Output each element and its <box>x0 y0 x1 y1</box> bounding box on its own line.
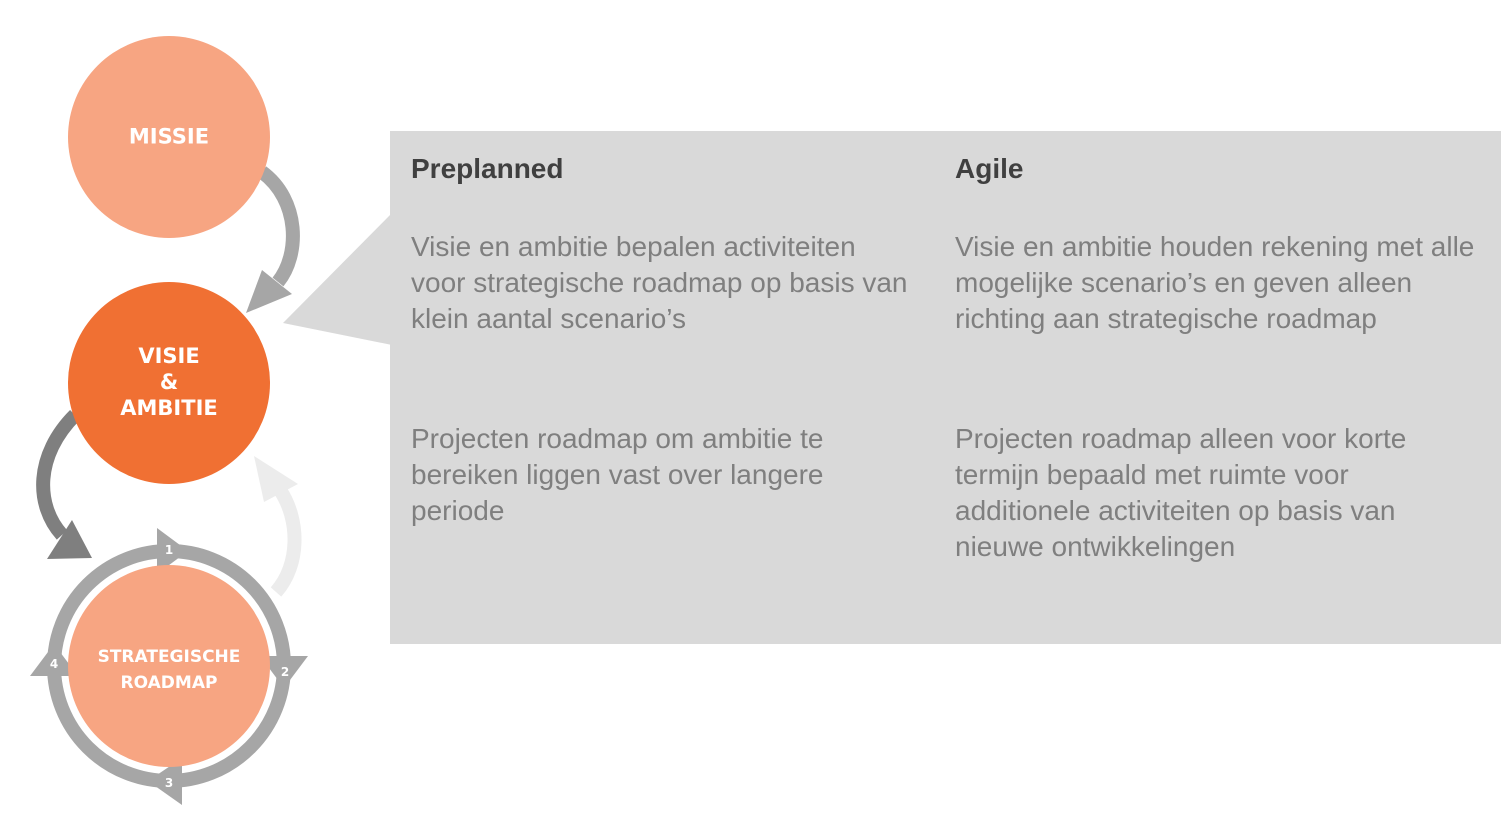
step-4-number: 4 <box>49 657 59 671</box>
step-3-number: 3 <box>164 776 174 790</box>
step-1-number: 1 <box>164 543 174 557</box>
preplanned-title: Preplanned <box>411 153 564 184</box>
arrow-visie-to-roadmap <box>43 415 75 535</box>
agile-point-1: Visie en ambitie houden rekening met alle mogelijke scenario’s en geven alleen richting aan strategische roadmap <box>955 231 1475 334</box>
agile-title: Agile <box>955 153 1024 184</box>
preplanned-point-2: Projecten roadmap om ambitie te bereiken liggen vast over langere periode <box>411 423 824 526</box>
agile-point-2: Projecten roadmap alleen voor korte termijn bepaald met ruimte voor additionele activiteiten op basis van nieuwe ontwikkelingen <box>955 423 1407 562</box>
roadmap-label: STRATEGISCHE ROADMAP <box>97 647 241 693</box>
comparison-panel <box>390 131 1501 644</box>
arrow-feedback-head <box>254 456 298 502</box>
step-2-number: 2 <box>280 665 290 679</box>
arrow-missie-to-visie <box>262 172 293 282</box>
preplanned-point-1: Visie en ambitie bepalen activiteiten voor strategische roadmap op basis van klein aantal scenario’s <box>411 231 908 334</box>
missie-label: MISSIE <box>128 124 210 149</box>
arrow-feedback <box>276 490 295 592</box>
visie-ambitie-label: VISIE & AMBITIE <box>120 344 218 420</box>
